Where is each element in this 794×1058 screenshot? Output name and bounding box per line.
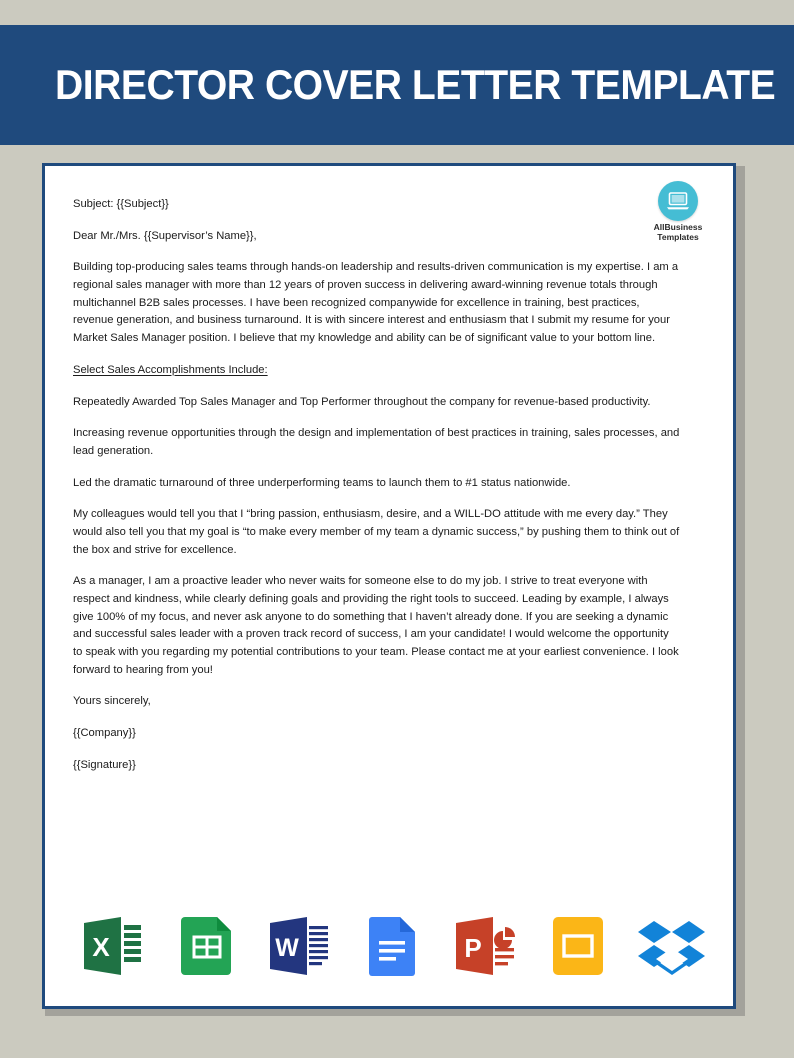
logo-text-line1: AllBusiness	[653, 222, 703, 232]
page-header-banner	[0, 25, 794, 145]
logo-text-line2: Templates	[657, 231, 699, 242]
accomplishments-heading: Select Sales Accomplishments Include:	[73, 363, 268, 376]
file-format-icon-row	[63, 906, 723, 986]
cover-letter-body	[73, 196, 681, 789]
google-docs-icon[interactable]	[356, 910, 430, 982]
google-sheets-icon[interactable]	[170, 910, 244, 982]
excel-icon[interactable]	[77, 910, 151, 982]
page-title: DIRECTOR COVER LETTER TEMPLATE	[55, 61, 776, 108]
svg-text:W: W	[275, 934, 299, 962]
letter-colleagues-paragraph: My colleagues would tell you that I “bring passion, enthusiasm, desire, and a WILL-DO attitude with me every day.” They would also tell you that my goal is “to make every member of my team a dynamic success,” by pushing them to think out of the box and strive for excellence.	[73, 508, 680, 556]
word-icon[interactable]	[263, 910, 337, 982]
svg-text:P: P	[464, 933, 482, 963]
accomplishment-item: Led the dramatic turnaround of three underperforming teams to launch them to #1 status nationwide.	[73, 476, 571, 489]
document-sheet	[42, 163, 736, 1009]
accomplishment-item: Increasing revenue opportunities through the design and implementation of best practices in training, sales processes, and lead generation.	[73, 427, 680, 457]
letter-salutation: Dear Mr./Mrs. {{Supervisor’s Name}},	[73, 229, 257, 242]
letter-manager-paragraph: As a manager, I am a proactive leader who never waits for someone else to do my job. I strive to treat everyone with respect and kindness, while clearly defining goals and providing the right tools to succeed. Leading by example, I always give 100% of my focus, and never ask anyone to do something that I haven’t already done. If you are seeking a dynamic and successful sales leader with a proven track record of success, I am your candidate! I would welcome the opportunity to speak with you regarding my potential contributions to your team. Please contact me at your earliest convenience. I look forward to hearing from you!	[73, 575, 679, 676]
company-placeholder: {{Company}}	[73, 727, 136, 740]
letter-subject: Subject: {{Subject}}	[73, 198, 169, 210]
letter-closing: Yours sincerely,	[73, 695, 151, 708]
signature-placeholder: {{Signature}}	[73, 758, 136, 771]
google-slides-icon[interactable]	[542, 910, 616, 982]
dropbox-icon[interactable]	[635, 910, 709, 982]
accomplishment-item: Repeatedly Awarded Top Sales Manager and Top Performer throughout the company for revenue-based productivity.	[73, 395, 651, 408]
powerpoint-icon[interactable]	[449, 910, 523, 982]
svg-text:X: X	[92, 932, 110, 962]
letter-intro-paragraph: Building top-producing sales teams through hands-on leadership and results-driven communication is my expertise. I am a regional sales manager with more than 12 years of proven success in delivering award-winning revenue totals through multichannel B2B sales processes. I have been recognized companywide for excellence in training, best practices, revenue generation, and business turnaround. It is with sincere interest and enthusiasm that I submit my resume for your Market Sales Manager position. I believe that my knowledge and ability can be of significant value to your bottom line.	[73, 261, 679, 345]
